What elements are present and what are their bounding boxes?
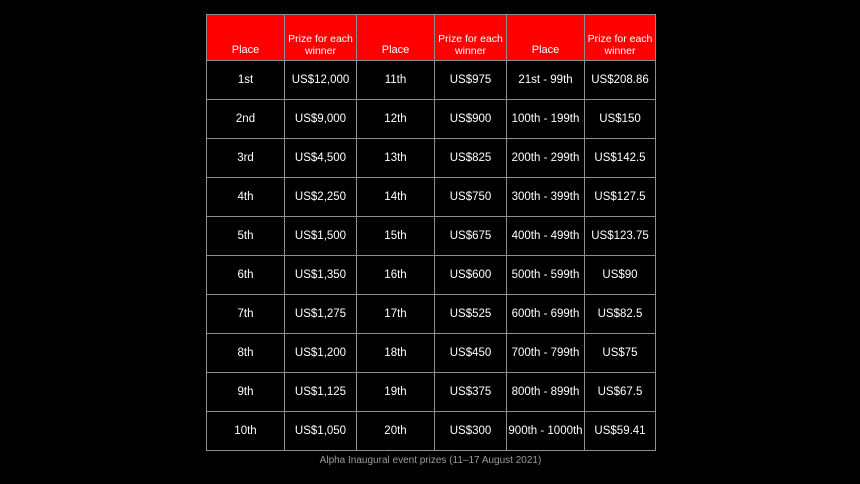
prize-cell: US$675	[435, 217, 507, 256]
header-place-3: Place	[507, 15, 585, 61]
prize-cell: US$75	[585, 334, 656, 373]
place-cell: 18th	[357, 334, 435, 373]
table-row	[207, 295, 656, 334]
place-cell: 10th	[207, 412, 285, 451]
table-caption: Alpha Inaugural event prizes (11–17 August 2021)	[319, 455, 542, 466]
place-cell: 700th - 799th	[507, 334, 585, 373]
place-cell: 15th	[357, 217, 435, 256]
prize-cell: US$825	[435, 139, 507, 178]
place-cell: 20th	[357, 412, 435, 451]
prize-cell: US$975	[435, 61, 507, 100]
place-cell: 9th	[207, 373, 285, 412]
prize-cell: US$208.86	[585, 61, 656, 100]
table-row	[207, 217, 656, 256]
table-row	[207, 334, 656, 373]
place-cell: 6th	[207, 256, 285, 295]
place-cell: 13th	[357, 139, 435, 178]
place-cell: 100th - 199th	[507, 100, 585, 139]
place-cell: 2nd	[207, 100, 285, 139]
prize-table-header	[207, 15, 656, 61]
table-row	[207, 256, 656, 295]
prize-cell: US$12,000	[285, 61, 357, 100]
header-prize-3: Prize for each winner	[585, 15, 656, 61]
prize-cell: US$1,200	[285, 334, 357, 373]
place-cell: 3rd	[207, 139, 285, 178]
table-row	[207, 139, 656, 178]
header-prize-1: Prize for each winner	[285, 15, 357, 61]
prize-cell: US$9,000	[285, 100, 357, 139]
place-cell: 1st	[207, 61, 285, 100]
prize-cell: US$123.75	[585, 217, 656, 256]
header-prize-2: Prize for each winner	[435, 15, 507, 61]
place-cell: 5th	[207, 217, 285, 256]
prize-table-body	[207, 61, 656, 451]
prize-cell: US$900	[435, 100, 507, 139]
prize-cell: US$525	[435, 295, 507, 334]
prize-cell: US$67.5	[585, 373, 656, 412]
place-cell: 200th - 299th	[507, 139, 585, 178]
place-cell: 4th	[207, 178, 285, 217]
place-cell: 600th - 699th	[507, 295, 585, 334]
prize-cell: US$90	[585, 256, 656, 295]
table-row	[207, 178, 656, 217]
header-place-1: Place	[207, 15, 285, 61]
table-row	[207, 412, 656, 451]
prize-cell: US$375	[435, 373, 507, 412]
place-cell: 7th	[207, 295, 285, 334]
prize-cell: US$127.5	[585, 178, 656, 217]
place-cell: 12th	[357, 100, 435, 139]
prize-cell: US$750	[435, 178, 507, 217]
place-cell: 8th	[207, 334, 285, 373]
place-cell: 16th	[357, 256, 435, 295]
prize-cell: US$59.41	[585, 412, 656, 451]
place-cell: 400th - 499th	[507, 217, 585, 256]
place-cell: 800th - 899th	[507, 373, 585, 412]
prize-cell: US$2,250	[285, 178, 357, 217]
prize-cell: US$600	[435, 256, 507, 295]
prize-cell: US$1,500	[285, 217, 357, 256]
place-cell: 900th - 1000th	[507, 412, 585, 451]
place-cell: 11th	[357, 61, 435, 100]
prize-cell: US$1,050	[285, 412, 357, 451]
prize-cell: US$142.5	[585, 139, 656, 178]
table-row	[207, 100, 656, 139]
place-cell: 300th - 399th	[507, 178, 585, 217]
prize-cell: US$300	[435, 412, 507, 451]
prize-table	[206, 14, 656, 451]
table-row	[207, 61, 656, 100]
place-cell: 21st - 99th	[507, 61, 585, 100]
header-row	[207, 15, 656, 61]
prize-cell: US$1,350	[285, 256, 357, 295]
header-place-2: Place	[357, 15, 435, 61]
prize-cell: US$150	[585, 100, 656, 139]
place-cell: 17th	[357, 295, 435, 334]
place-cell: 19th	[357, 373, 435, 412]
prize-cell: US$1,275	[285, 295, 357, 334]
prize-cell: US$82.5	[585, 295, 656, 334]
table-row	[207, 373, 656, 412]
prize-cell: US$4,500	[285, 139, 357, 178]
place-cell: 500th - 599th	[507, 256, 585, 295]
place-cell: 14th	[357, 178, 435, 217]
prize-cell: US$450	[435, 334, 507, 373]
prize-cell: US$1,125	[285, 373, 357, 412]
